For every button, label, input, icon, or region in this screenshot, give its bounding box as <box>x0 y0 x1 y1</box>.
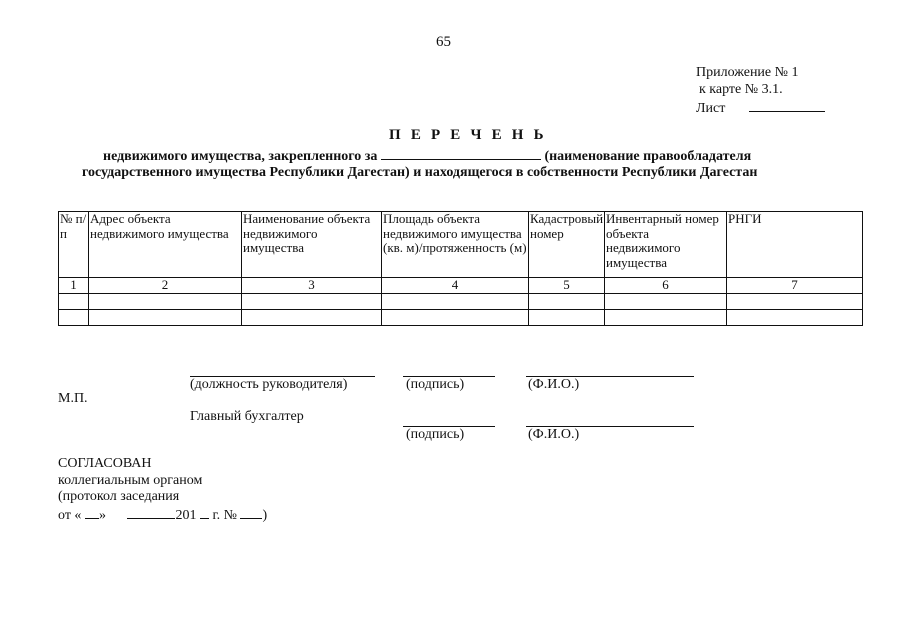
table-cell[interactable] <box>529 294 605 310</box>
table-cell[interactable] <box>529 310 605 326</box>
table-cell[interactable] <box>727 310 863 326</box>
sheet-label: Лист <box>696 101 726 116</box>
header-cell-number: № п/п <box>59 212 89 278</box>
column-number: 4 <box>382 278 529 294</box>
protocol-number-blank[interactable] <box>240 506 262 519</box>
header-cell-name: Наименование объекта недвижимого имущества <box>242 212 382 278</box>
subtitle-line-1-end: (наименование правообладателя <box>544 149 752 164</box>
approval-date-line <box>58 506 267 524</box>
date-open: от « <box>58 508 82 523</box>
signature-caption-1: (подпись) <box>406 377 465 392</box>
table-column-numbers-row <box>59 278 863 294</box>
subtitle-line-2: государственного имущества Республики Дагестан) и находящегося в собственности Республики Дагестан <box>82 165 758 180</box>
appendix-block <box>696 64 825 117</box>
header-cell-rngi: РНГИ <box>727 212 863 278</box>
page-number: 65 <box>436 34 451 50</box>
header-cell-inventory: Инвентарный номер объекта недвижимого имущества <box>605 212 727 278</box>
protocol-close: ) <box>262 508 268 523</box>
chief-accountant-label: Главный бухгалтер <box>190 409 304 424</box>
header-cell-area: Площадь объекта недвижимого имущества (кв. м)/протяженность (м) <box>382 212 529 278</box>
table-cell[interactable] <box>382 294 529 310</box>
approval-protocol: (протокол заседания <box>58 489 180 504</box>
header-cell-cadastral: Кадастровый номер <box>529 212 605 278</box>
subtitle-line-1 <box>103 147 751 165</box>
year-prefix: 201 <box>175 508 197 523</box>
table-cell[interactable] <box>89 310 242 326</box>
table-cell[interactable] <box>605 310 727 326</box>
year-blank[interactable] <box>200 506 209 519</box>
signature-caption-2: (подпись) <box>406 427 465 442</box>
appendix-sheet <box>696 98 825 117</box>
appendix-line-2: к карте № 3.1. <box>699 82 783 97</box>
property-table <box>58 211 863 326</box>
table-cell[interactable] <box>605 294 727 310</box>
protocol-number-label: г. № <box>212 508 237 523</box>
table-header-row <box>59 212 863 278</box>
table-cell[interactable] <box>89 294 242 310</box>
sheet-number-blank[interactable] <box>749 98 825 112</box>
date-close: » <box>98 508 106 523</box>
column-number: 2 <box>89 278 242 294</box>
column-number: 3 <box>242 278 382 294</box>
header-cell-address: Адрес объекта недвижимого имущества <box>89 212 242 278</box>
column-number: 7 <box>727 278 863 294</box>
table-cell[interactable] <box>59 310 89 326</box>
approval-body: коллегиальным органом <box>58 473 203 488</box>
position-caption: (должность руководителя) <box>190 377 348 392</box>
document-title: П Е Р Е Ч Е Н Ь <box>389 127 547 143</box>
right-holder-blank[interactable] <box>381 147 541 160</box>
table-cell[interactable] <box>382 310 529 326</box>
column-number: 1 <box>59 278 89 294</box>
stamp-label: М.П. <box>58 391 88 406</box>
table-cell[interactable] <box>242 294 382 310</box>
column-number: 5 <box>529 278 605 294</box>
table-row <box>59 294 863 310</box>
table-cell[interactable] <box>727 294 863 310</box>
fio-caption-2: (Ф.И.О.) <box>528 427 580 442</box>
month-blank[interactable] <box>127 506 175 519</box>
table-cell[interactable] <box>59 294 89 310</box>
appendix-line-1: Приложение № 1 <box>696 65 799 80</box>
subtitle-line-1-start: недвижимого имущества, закрепленного за <box>103 149 378 164</box>
day-blank[interactable] <box>85 506 99 519</box>
table-cell[interactable] <box>242 310 382 326</box>
fio-caption-1: (Ф.И.О.) <box>528 377 580 392</box>
table-row <box>59 310 863 326</box>
approval-heading: СОГЛАСОВАН <box>58 456 152 471</box>
column-number: 6 <box>605 278 727 294</box>
